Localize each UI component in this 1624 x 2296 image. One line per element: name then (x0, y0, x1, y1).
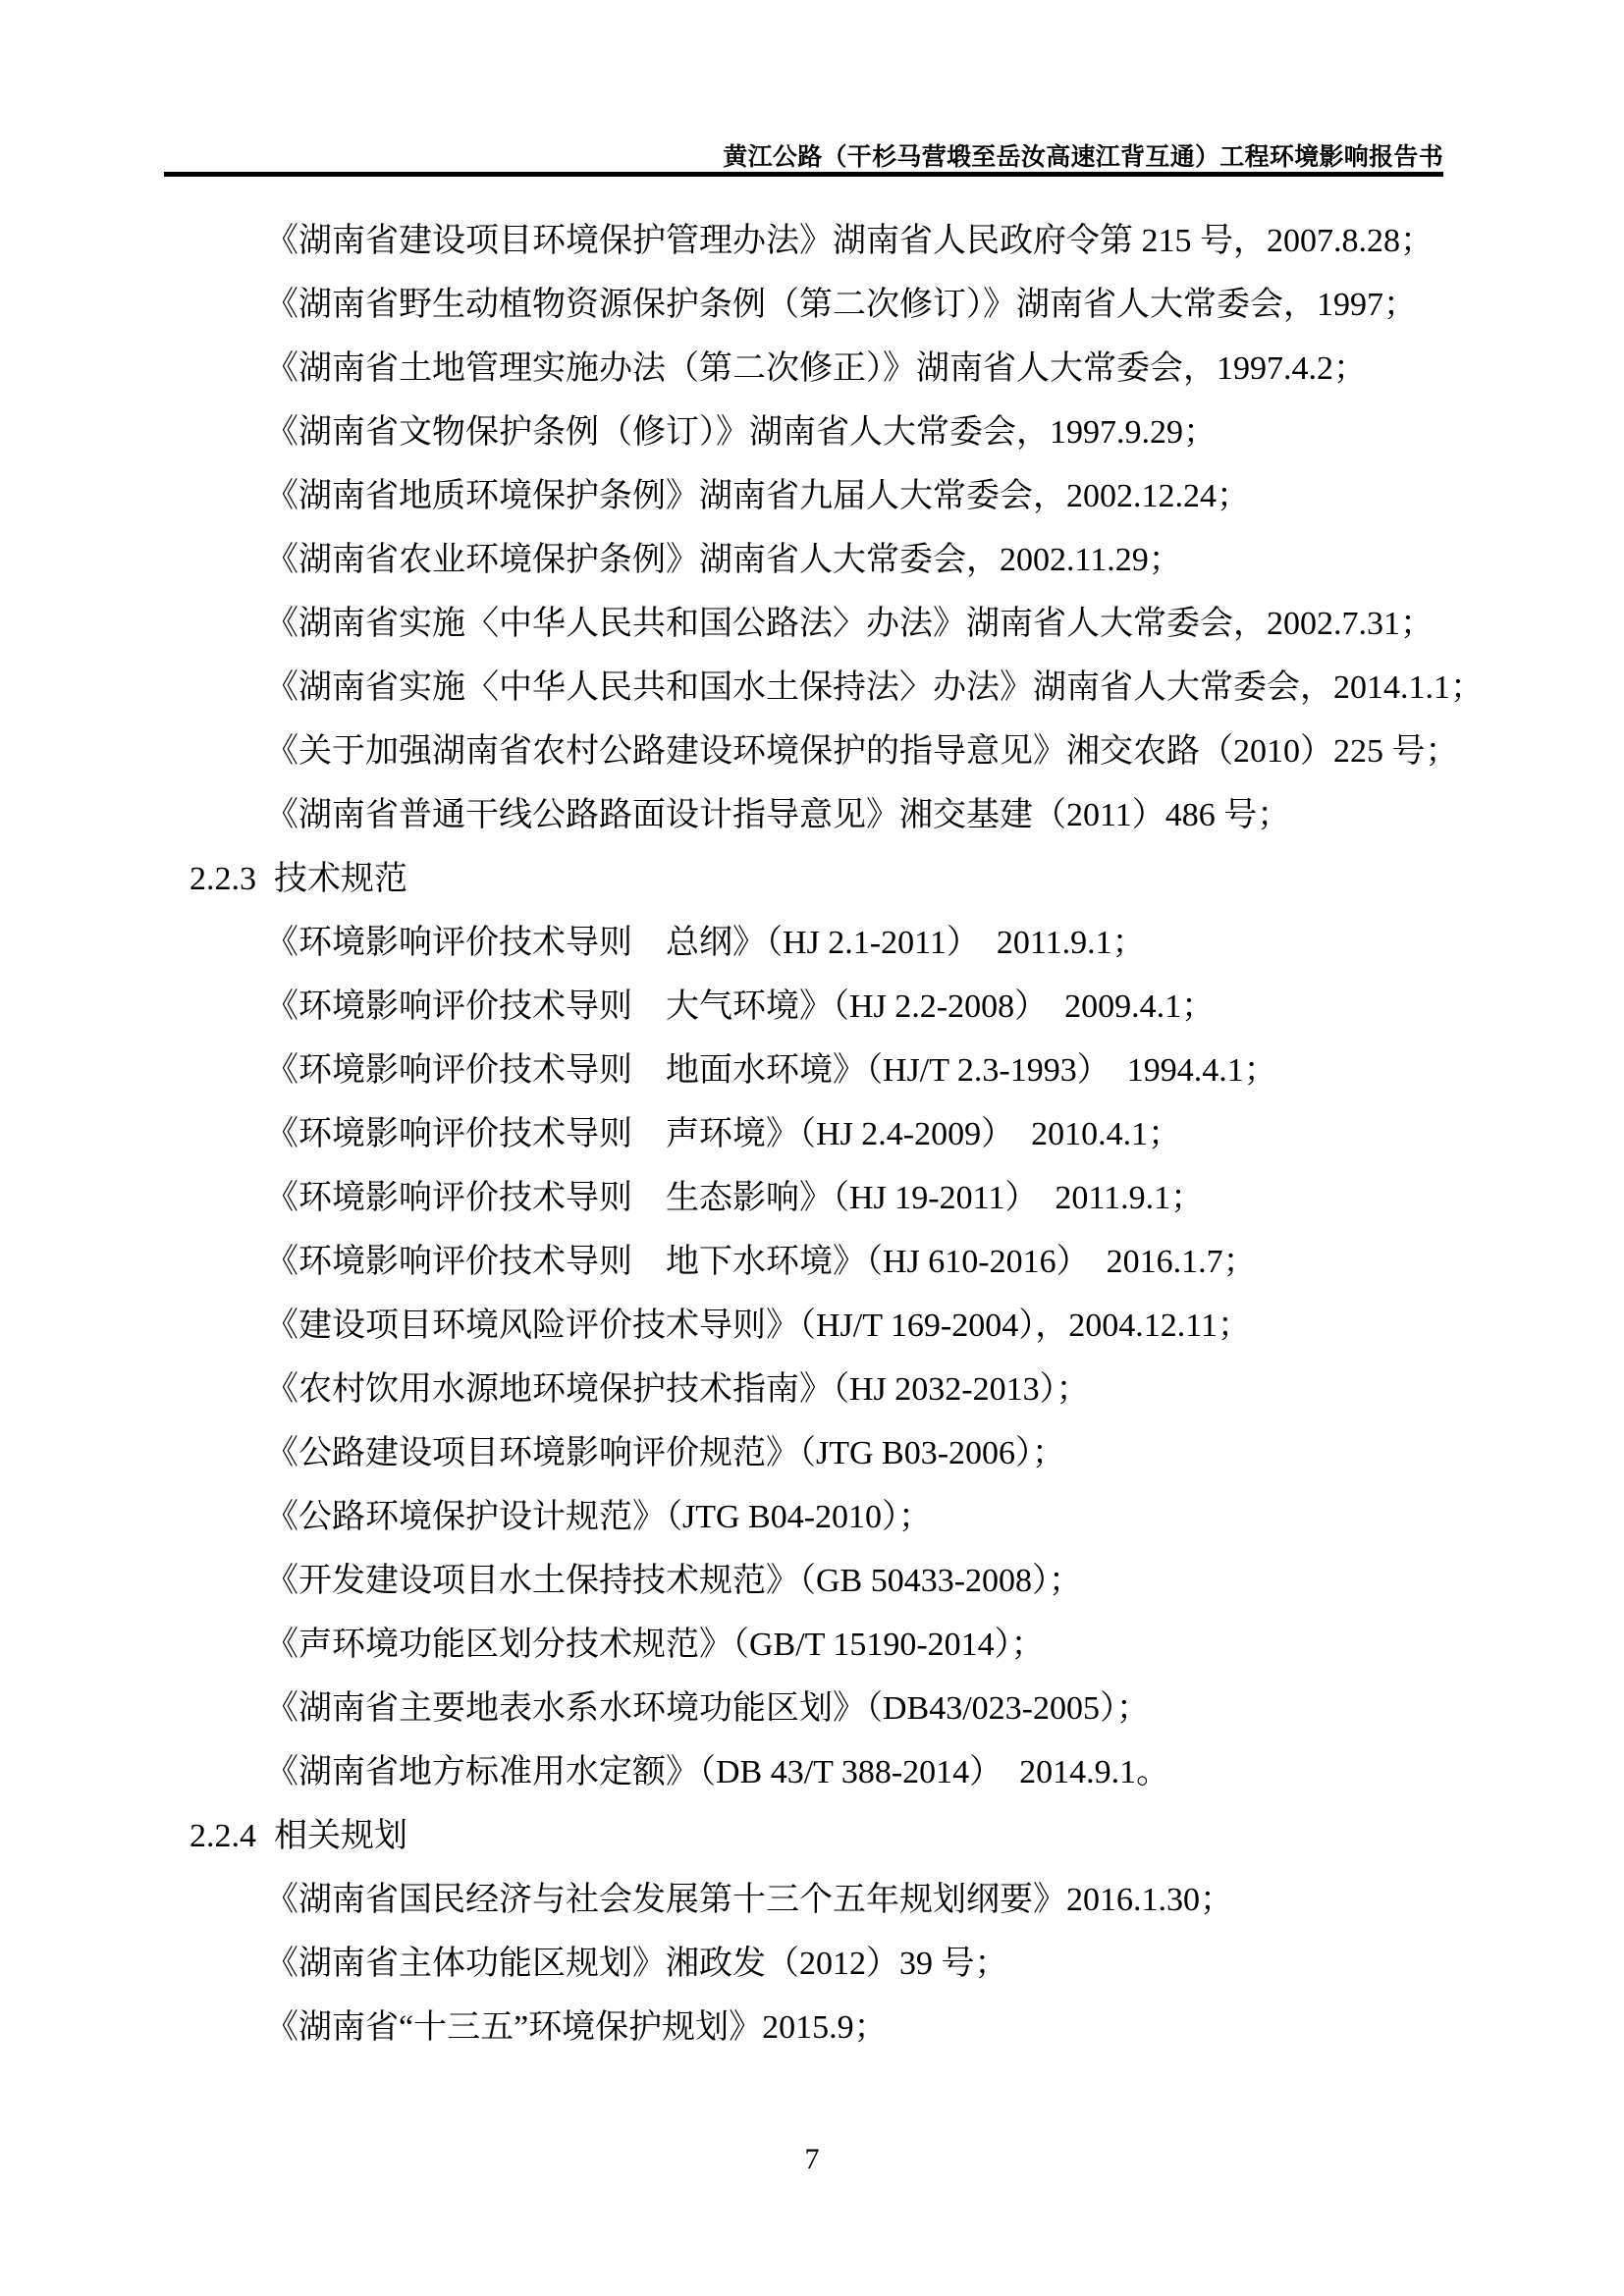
list-item: 《湖南省野生动植物资源保护条例（第二次修订）》湖南省人大常委会，1997； (265, 287, 1417, 323)
list-item: 《环境影响评价技术导则 总纲》（HJ 2.1-2011） 2011.9.1； (265, 925, 1146, 961)
list-item: 《环境影响评价技术导则 生态影响》（HJ 19-2011） 2011.9.1； (265, 1180, 1205, 1216)
list-item: 《声环境功能区划分技术规范》（GB/T 15190-2014）； (265, 1627, 1045, 1663)
section-number: 2.2.4 (189, 1818, 256, 1854)
section-title: 技术规范 (274, 861, 407, 897)
section-title: 相关规划 (274, 1818, 407, 1854)
section-heading (0, 1804, 1624, 1868)
list-item: 《湖南省主要地表水系水环境功能区划》（DB43/023-2005）； (265, 1690, 1150, 1727)
header-rule (164, 172, 1443, 177)
list-item: 《湖南省国民经济与社会发展第十三个五年规划纲要》2016.1.30； (265, 1882, 1233, 1918)
section-heading (0, 847, 1624, 911)
list-item: 《湖南省主体功能区规划》湘政发（2012）39 号； (265, 1946, 1008, 1982)
list-item: 《开发建设项目水土保持技术规范》（GB 50433-2008）； (265, 1563, 1083, 1599)
list-item: 《环境影响评价技术导则 地面水环境》（HJ/T 2.3-1993） 1994.4.1； (265, 1052, 1277, 1089)
list-item: 《湖南省普通干线公路路面设计指导意见》湘交基建（2011）486 号； (265, 797, 1291, 833)
list-item: 《湖南省实施〈中华人民共和国水土保持法〉办法》湖南省人大常委会，2014.1.1； (265, 669, 1484, 706)
list-item: 《农村饮用水源地环境保护技术指南》（HJ 2032-2013）； (265, 1371, 1090, 1408)
list-item: 《湖南省地方标准用水定额》（DB 43/T 388-2014） 2014.9.1。 (265, 1754, 1170, 1790)
list-item: 《关于加强湖南省农村公路建设环境保护的指导意见》湘交农路（2010）225 号； (265, 733, 1459, 770)
list-item: 《建设项目环境风险评价技术导则》（HJ/T 169-2004），2004.12.11； (265, 1308, 1251, 1344)
list-item: 《湖南省土地管理实施办法（第二次修正）》湖南省人大常委会，1997.4.2； (265, 350, 1367, 387)
list-item: 《环境影响评价技术导则 声环境》（HJ 2.4-2009） 2010.4.1； (265, 1116, 1182, 1152)
list-item: 《湖南省“十三五”环境保护规划》2015.9； (265, 2009, 888, 2046)
list-item: 《公路环境保护设计规范》（JTG B04-2010）； (265, 1499, 933, 1535)
list-item: 《湖南省建设项目环境保护管理办法》湖南省人民政府令第 215 号，2007.8.28； (265, 223, 1434, 259)
document-body (0, 209, 1624, 2059)
page-number: 7 (804, 2143, 820, 2175)
list-item: 《环境影响评价技术导则 大气环境》（HJ 2.2-2008） 2009.4.1； (265, 988, 1216, 1025)
list-item: 《湖南省地质环境保护条例》湖南省九届人大常委会，2002.12.24； (265, 478, 1250, 514)
list-item: 《公路建设项目环境影响评价规范》（JTG B03-2006）； (265, 1435, 1066, 1471)
list-item: 《湖南省实施〈中华人民共和国公路法〉办法》湖南省人大常委会，2002.7.31； (265, 606, 1434, 642)
section-number: 2.2.3 (189, 861, 256, 897)
report-header-title: 黄江公路（干杉马营塅至岳汝高速江背互通）工程环境影响报告书 (723, 144, 1443, 171)
list-item: 《湖南省文物保护条例（修订）》湖南省人大常委会，1997.9.29； (265, 414, 1217, 451)
list-item: 《环境影响评价技术导则 地下水环境》（HJ 610-2016） 2016.1.7； (265, 1244, 1257, 1280)
list-item: 《湖南省农业环境保护条例》湖南省人大常委会，2002.11.29； (265, 542, 1182, 578)
